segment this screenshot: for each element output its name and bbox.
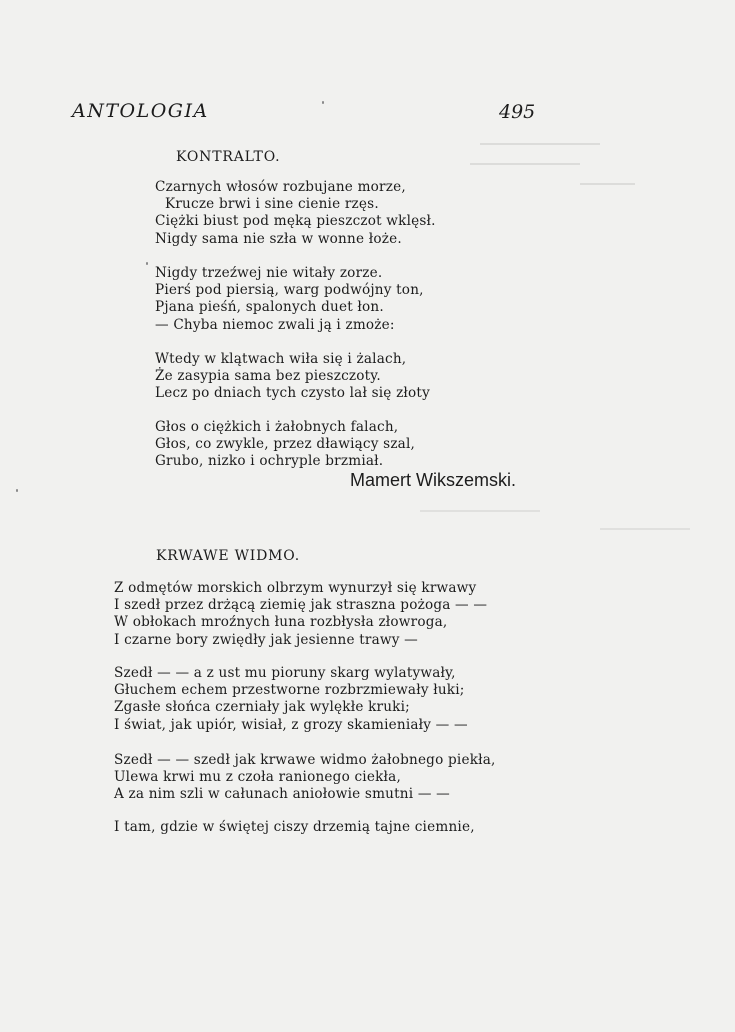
show-through-mark — [470, 163, 580, 165]
verse-line: Grubo, nizko i ochryple brzmiał. — [155, 453, 384, 470]
verse-line: Głos, co zwykle, przez dławiący szal, — [155, 436, 416, 453]
ink-speck — [322, 101, 324, 104]
verse-line: Że zasypia sama bez pieszczoty. — [155, 368, 381, 385]
stanza — [155, 419, 415, 471]
show-through-mark — [420, 510, 540, 512]
verse-line: — Chyba niemoc zwali ją i zmoże: — [155, 316, 395, 333]
stanza — [114, 580, 487, 649]
stanza — [114, 665, 468, 734]
verse-line: Zgasłe słońca czerniały jak wylękłe kruki; — [114, 699, 410, 716]
verse-line: I świat, jak upiór, wisiał, z grozy skamieniały — — — [114, 716, 468, 733]
verse-line: Szedł — — a z ust mu pioruny skarg wylatywały, — [114, 665, 456, 681]
poem-title-kontralto: KONTRALTO. — [176, 149, 281, 165]
show-through-mark — [600, 528, 690, 530]
poem-title-krwawe-widmo: KRWAWE WIDMO. — [156, 548, 300, 564]
show-through-mark — [580, 183, 635, 185]
show-through-mark — [480, 143, 600, 145]
stanza — [114, 819, 475, 836]
running-head: ANTOLOGIA — [72, 100, 209, 122]
stanza — [155, 179, 436, 248]
verse-line: I czarne bory zwiędły jak jesienne trawy — — [114, 631, 418, 648]
verse-line: Lecz po dniach tych czysto lał się złoty — [155, 385, 430, 402]
stanza — [155, 351, 430, 403]
verse-line: Z odmętów morskich olbrzym wynurzył się krwawy — [114, 580, 477, 596]
stanza — [114, 752, 496, 804]
verse-line: I szedł przez drżącą ziemię jak straszna pożoga — — — [114, 597, 488, 614]
verse-line: Pjana pieśń, spalonych duet łon. — [155, 299, 384, 316]
verse-line: Krucze brwi i sine cienie rzęs. — [165, 196, 379, 213]
verse-line: Głos o ciężkich i żałobnych falach, — [155, 419, 399, 435]
verse-line: W obłokach mroźnych łuna rozbłysła złowroga, — [114, 614, 448, 631]
verse-line: A za nim szli w całunach aniołowie smutni — — — [114, 786, 450, 803]
ink-speck — [146, 262, 148, 265]
verse-line: Wtedy w klątwach wiła się i żalach, — [155, 351, 407, 367]
verse-line: Czarnych włosów rozbujane morze, — [155, 179, 406, 195]
verse-line: I tam, gdzie w świętej ciszy drzemią tajne ciemnie, — [114, 819, 475, 835]
author-signature: Mamert Wikszemski. — [350, 470, 516, 490]
verse-line: Pierś pod piersią, warg podwójny ton, — [155, 282, 424, 299]
verse-line: Nigdy sama nie szła w wonne łoże. — [155, 230, 402, 247]
ink-speck — [16, 489, 18, 492]
verse-line: Szedł — — szedł jak krwawe widmo żałobnego piekła, — [114, 752, 496, 768]
verse-line: Nigdy trzeźwej nie witały zorze. — [155, 265, 383, 281]
verse-line: Ulewa krwi mu z czoła ranionego ciekła, — [114, 769, 401, 786]
stanza — [155, 265, 424, 334]
page-number: 495 — [499, 101, 536, 123]
verse-line: Głuchem echem przestworne rozbrzmiewały łuki; — [114, 682, 465, 699]
verse-line: Ciężki biust pod męką pieszczot wklęsł. — [155, 213, 436, 230]
